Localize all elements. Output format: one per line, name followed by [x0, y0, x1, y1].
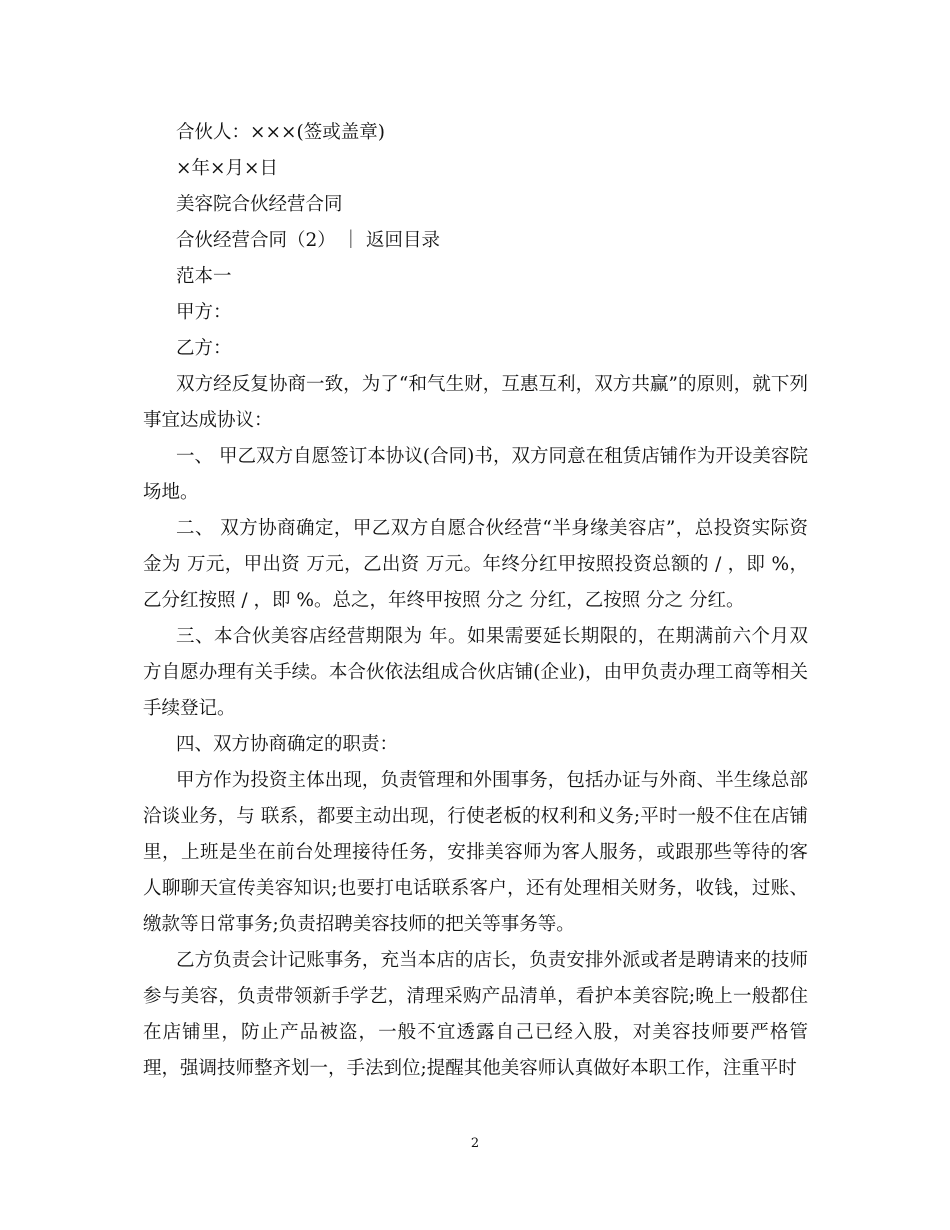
date-line: ×年×月×日: [176, 158, 279, 179]
paragraph-clause-3: 三、本合伙美容店经营期限为 年。如果需要延长期限的，在期满前六个月双方自愿办理有关手续。本合伙依法组成合伙店铺(企业)，由甲负责办理工商等相关手续登记。: [143, 626, 808, 719]
paragraph-party-a-duties: 甲方作为投资主体出现，负责管理和外围事务，包括办证与外商、半生缘总部洽谈业务，与 联系，都要主动出现，行使老板的权利和义务;平时一般不住在店铺里，上班是坐在前台处理接待任务，安排美容师为客人服务，或跟那些等待的客人聊聊天宣传美容知识;也要打电话联系客户，还有处理相关财务，收钱，过账、缴款等日常事务;负责招聘美容技师的把关等事务等。: [143, 770, 808, 935]
paragraph-clause-1: 一、 甲乙双方自愿签订本协议(合同)书，双方同意在租赁店铺作为开设美容院场地。: [143, 446, 808, 503]
party-b-label: 乙方：: [176, 338, 232, 359]
paragraph-intro: 双方经反复协商一致，为了“和气生财，互惠互利，双方共赢”的原则，就下列事宜达成协议：: [143, 374, 808, 431]
paragraph-clause-4: 四、双方协商确定的职责：: [176, 734, 399, 755]
contract-title: 美容院合伙经营合同: [176, 194, 343, 215]
section-link-line[interactable]: 合伙经营合同（2） ｜ 返回目录: [176, 230, 441, 251]
party-a-label: 甲方：: [176, 302, 232, 323]
paragraph-clause-2: 二、 双方协商确定，甲乙双方自愿合伙经营“半身缘美容店”，总投资实际资金为 万元，甲出资 万元，乙出资 万元。年终分红甲按照投资总额的 / ，即 %，乙分红按照 / ，即 %。总之，年终甲按照 分之 分红，乙按照 分之 分红。: [143, 518, 808, 611]
signature-line: 合伙人：×××(签或盖章): [176, 122, 385, 143]
page-number: 2: [470, 1136, 480, 1151]
template-label: 范本一: [176, 266, 232, 287]
document-body: [143, 115, 808, 1087]
paragraph-party-b-duties: 乙方负责会计记账事务，充当本店的店长，负责安排外派或者是聘请来的技师参与美容，负责带领新手学艺，清理采购产品清单，看护本美容院;晚上一般都住在店铺里，防止产品被盗，一般不宜透露自己已经入股，对美容技师要严格管理，强调技师整齐划一，手法到位;提醒其他美容师认真做好本职工作，注重平时: [143, 950, 808, 1079]
